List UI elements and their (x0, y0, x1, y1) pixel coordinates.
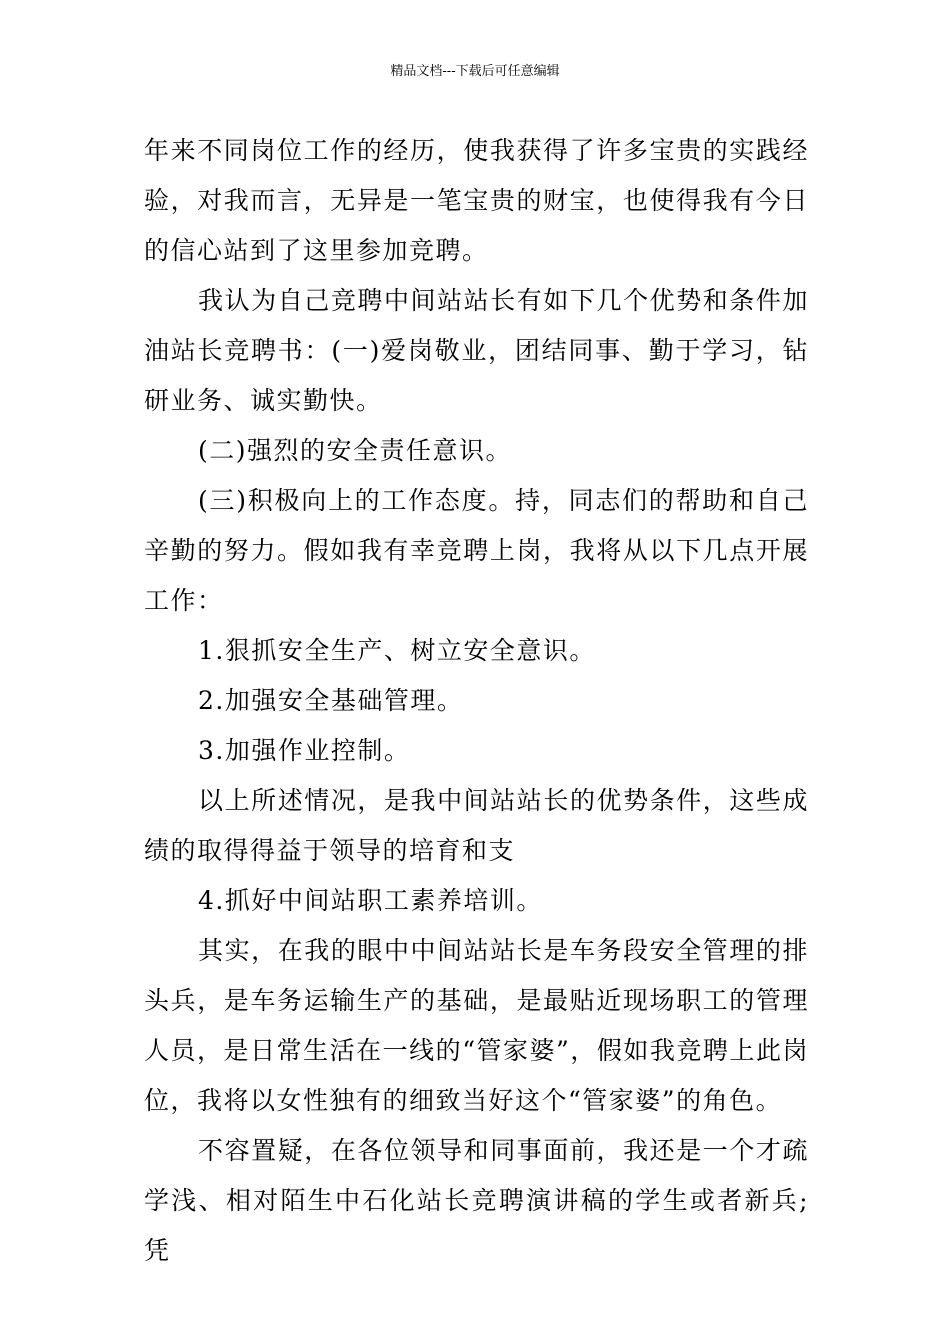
list-item-3: 3.加强作业控制。 (198, 736, 411, 765)
document-body (144, 126, 809, 1276)
list-item-2: 2.加强安全基础管理。 (198, 686, 464, 715)
list-item-1: 1.狠抓安全生产、树立安全意识。 (198, 636, 596, 665)
page-header: 精品文档---下载后可任意编辑 (390, 64, 560, 79)
paragraph-7: 不容置疑，在各位领导和同事面前，我还是一个才疏学浅、相对陌生中石化站长竞聘演讲稿的学生或者新兵;凭 (144, 1136, 809, 1265)
paragraph-6: 其实，在我的眼中中间站站长是车务段安全管理的排头兵，是车务运输生产的基础，是最贴近现场职工的管理人员，是日常生活在一线的“管家婆”，假如我竞聘上此岗位，我将以女性独有的细致当好这个“管家婆”的角色。 (144, 936, 809, 1115)
paragraph-5: 以上所述情况，是我中间站站长的优势条件，这些成绩的取得得益于领导的培育和支 (144, 786, 809, 865)
paragraph-4: (三)积极向上的工作态度。持，同志们的帮助和自己辛勤的努力。假如我有幸竞聘上岗，我将从以下几点开展工作： (144, 486, 809, 615)
list-item-4: 4.抓好中间站职工素养培训。 (198, 886, 543, 915)
paragraph-3: (二)强烈的安全责任意识。 (198, 436, 513, 465)
paragraph-1: 年来不同岗位工作的经历，使我获得了许多宝贵的实践经验，对我而言，无异是一笔宝贵的财宝，也使得我有今日的信心站到了这里参加竞聘。 (144, 136, 809, 265)
paragraph-2: 我认为自己竞聘中间站站长有如下几个优势和条件加油站长竞聘书：(一)爱岗敬业，团结同事、勤于学习，钻研业务、诚实勤快。 (144, 286, 809, 415)
